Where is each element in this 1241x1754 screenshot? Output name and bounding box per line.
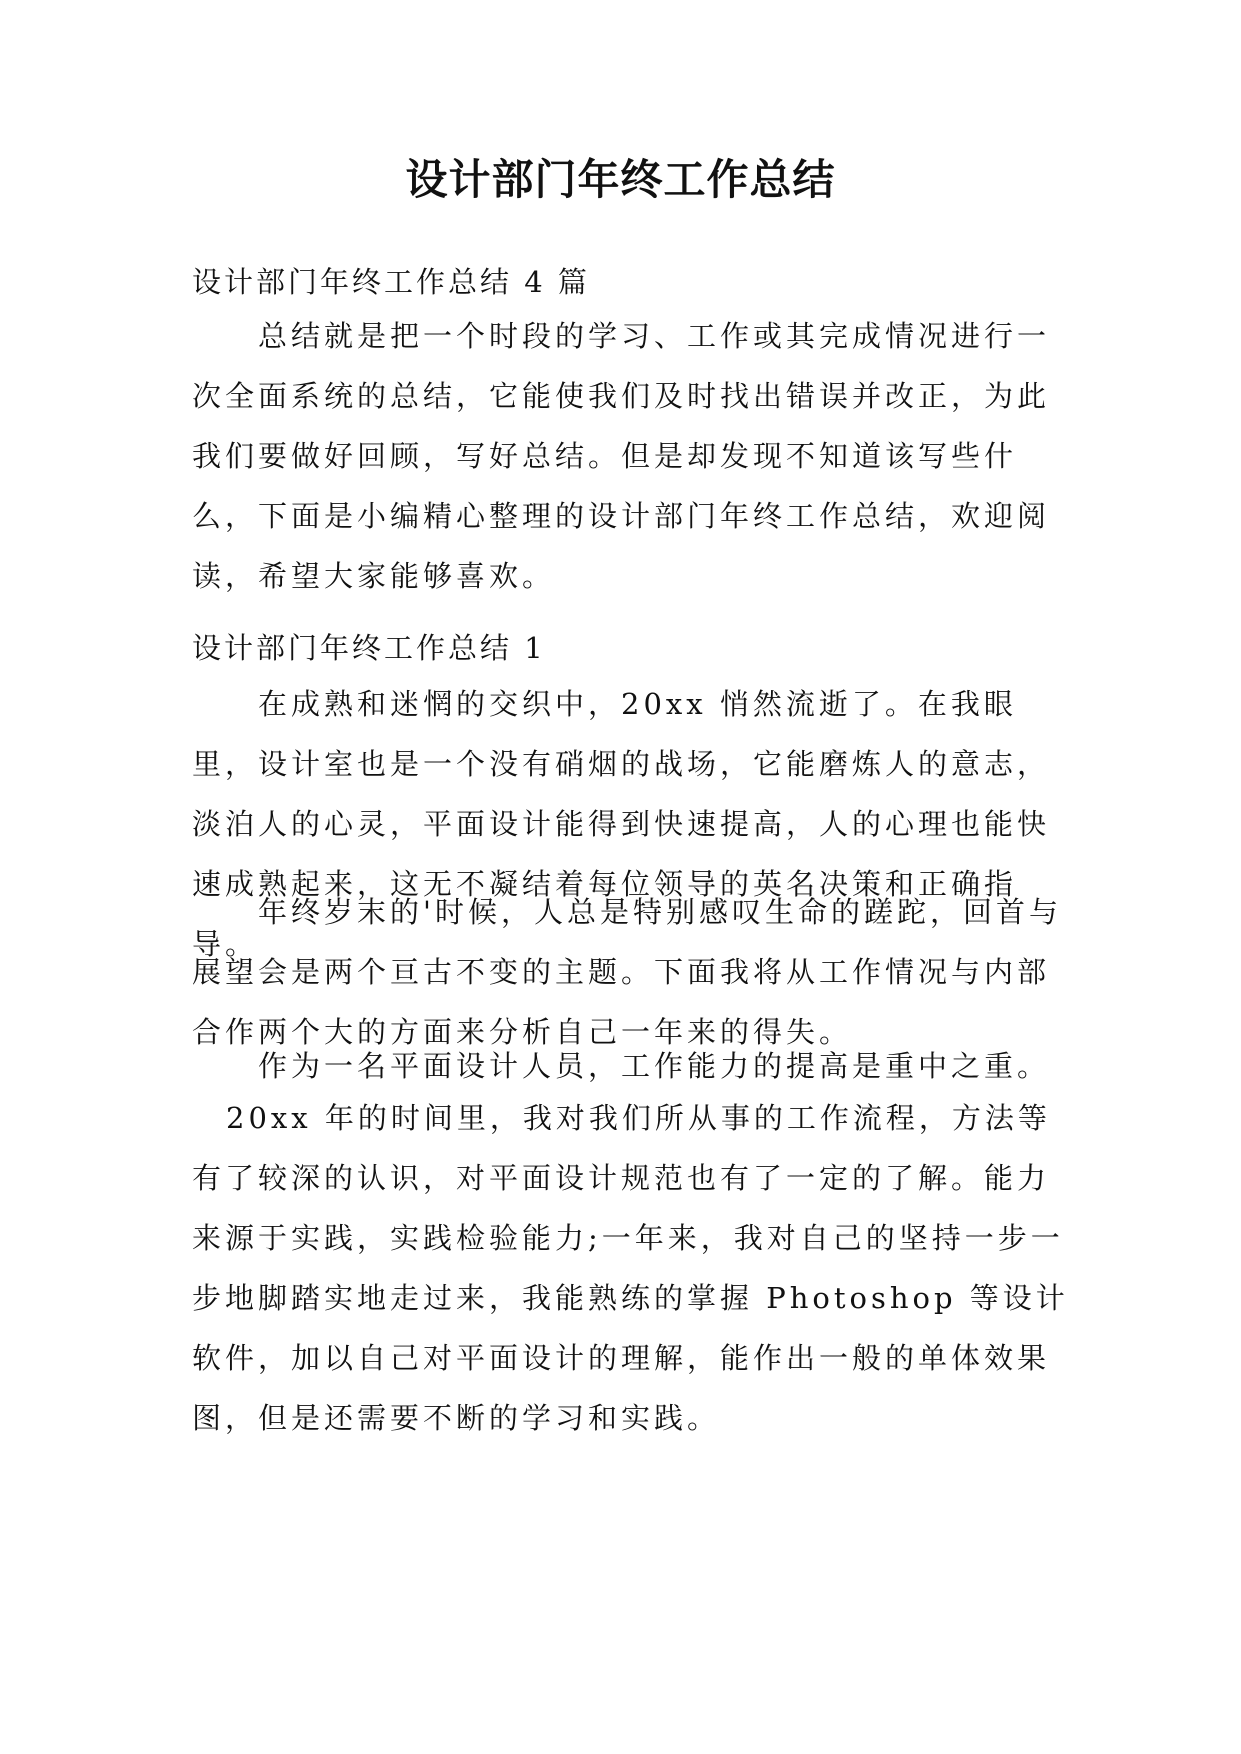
intro-paragraph: 总结就是把一个时段的学习、工作或其完成情况进行一次全面系统的总结，它能使我们及时找出错误并改正，为此我们要做好回顾，写好总结。但是却发现不知道该写些什么，下面是小编精心整理的设计部门年终工作总结，欢迎阅读，希望大家能够喜欢。 (192, 319, 1051, 593)
section1-paragraph-4: 20xx 年的时间里，我对我们所从事的工作流程，方法等有了较深的认识，对平面设计规范也有了一定的了解。能力来源于实践，实践检验能力;一年来，我对自己的坚持一步一步地脚踏实地走过来，我能熟练的掌握 Photoshop 等设计软件，加以自己对平面设计的理解，能作出一般的单体效果图，但是还需要不断的学习和实践。 (192, 1101, 1069, 1435)
document-title: 设计部门年终工作总结 (405, 155, 836, 204)
intro-heading: 设计部门年终工作总结 4 篇 (192, 265, 590, 299)
section1-heading: 设计部门年终工作总结 1 (192, 631, 546, 665)
section1-paragraph-3: 作为一名平面设计人员，工作能力的提高是重中之重。 (258, 1049, 1051, 1083)
section1-paragraph-2: 年终岁末的'时候，人总是特别感叹生命的蹉跎，回首与展望会是两个亘古不变的主题。下面我将从工作情况与内部合作两个大的方面来分析自己一年来的得失。 (192, 895, 1062, 1049)
section1-paragraph-1: 在成熟和迷惘的交织中，20xx 悄然流逝了。在我眼里，设计室也是一个没有硝烟的战场，它能磨炼人的意志，淡泊人的心灵，平面设计能得到快速提高，人的心理也能快速成熟起来，这无不凝结着每位领导的英名决策和正确指导。 (192, 687, 1051, 961)
